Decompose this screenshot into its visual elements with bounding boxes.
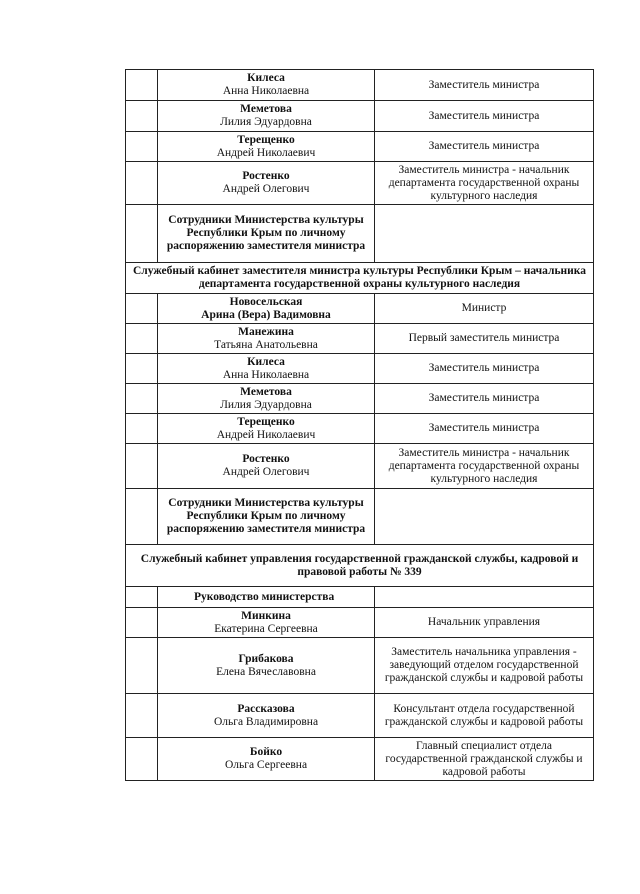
table-row bbox=[126, 384, 594, 414]
table-row bbox=[126, 608, 594, 638]
surname: Ростенко bbox=[242, 453, 290, 465]
surname: Килеса bbox=[247, 72, 285, 84]
surname: Грибакова bbox=[238, 652, 294, 665]
number-cell bbox=[126, 132, 158, 162]
table-row bbox=[126, 70, 594, 101]
position-cell: Первый заместитель министра bbox=[375, 324, 594, 354]
subsection-label: Руководство министерства bbox=[158, 587, 375, 608]
staff-table bbox=[125, 69, 594, 781]
number-cell bbox=[126, 694, 158, 738]
surname: Меметова bbox=[240, 103, 292, 115]
number-cell bbox=[126, 294, 158, 324]
given-name: Екатерина Сергеевна bbox=[214, 622, 318, 635]
table-row bbox=[126, 694, 594, 738]
number-cell bbox=[126, 162, 158, 205]
given-name: Ольга Сергеевна bbox=[224, 759, 308, 771]
number-cell bbox=[126, 205, 158, 263]
position-cell: Заместитель министра bbox=[375, 101, 594, 132]
surname: Терещенко bbox=[237, 133, 295, 146]
name-cell bbox=[158, 694, 375, 738]
given-name: Анна Николаевна bbox=[222, 368, 310, 381]
surname: Минкина bbox=[241, 609, 291, 622]
table-row bbox=[126, 489, 594, 545]
staff-table-body bbox=[126, 70, 594, 781]
position-cell bbox=[375, 587, 594, 608]
table-row bbox=[126, 638, 594, 694]
number-cell bbox=[126, 587, 158, 608]
given-name: Анна Николаевна bbox=[222, 85, 310, 97]
surname: Меметова bbox=[240, 385, 292, 398]
table-row bbox=[126, 354, 594, 384]
number-cell bbox=[126, 608, 158, 638]
table-row bbox=[126, 205, 594, 263]
given-name: Лилия Эдуардовна bbox=[220, 398, 312, 411]
position-cell: Главный специалист отдела государственной гражданской службы и кадровой работы bbox=[375, 738, 594, 781]
number-cell bbox=[126, 444, 158, 489]
number-cell bbox=[126, 354, 158, 384]
table-row bbox=[126, 738, 594, 781]
name-cell bbox=[158, 608, 375, 638]
position-cell bbox=[375, 205, 594, 263]
surname: Терещенко bbox=[237, 415, 295, 428]
surname: Ростенко bbox=[242, 170, 290, 182]
name-cell bbox=[158, 384, 375, 414]
table-row bbox=[126, 162, 594, 205]
section-header-row bbox=[126, 545, 594, 587]
number-cell bbox=[126, 489, 158, 545]
number-cell bbox=[126, 738, 158, 781]
name-cell bbox=[158, 354, 375, 384]
number-cell bbox=[126, 324, 158, 354]
position-cell: Заместитель министра - начальник департамента государственной охраны культурного наследия bbox=[375, 162, 594, 205]
section-title: Служебный кабинет управления государственной гражданской службы, кадровой и правовой работы № 339 bbox=[126, 545, 594, 587]
position-cell: Начальник управления bbox=[375, 608, 594, 638]
name-cell bbox=[158, 324, 375, 354]
position-cell: Заместитель министра bbox=[375, 132, 594, 162]
position-cell: Заместитель министра - начальник департамента государственной охраны культурного наследия bbox=[375, 444, 594, 489]
position-cell: Министр bbox=[375, 294, 594, 324]
group-label: Сотрудники Министерства культуры Республики Крым по личному распоряжению заместителя министра bbox=[158, 205, 375, 263]
position-cell: Заместитель министра bbox=[375, 70, 594, 101]
surname: Новосельская bbox=[229, 295, 303, 308]
name-cell bbox=[158, 132, 375, 162]
name-cell bbox=[158, 294, 375, 324]
section-header-row bbox=[126, 263, 594, 294]
name-cell bbox=[158, 638, 375, 694]
given-name: Лилия Эдуардовна bbox=[220, 116, 312, 128]
table-row bbox=[126, 414, 594, 444]
table-row bbox=[126, 444, 594, 489]
surname: Бойко bbox=[249, 746, 283, 758]
number-cell bbox=[126, 414, 158, 444]
name-cell bbox=[158, 101, 375, 132]
surname: Килеса bbox=[247, 355, 285, 368]
name-cell bbox=[158, 162, 375, 205]
given-name: Андрей Олегович bbox=[222, 466, 310, 478]
given-name: Андрей Олегович bbox=[222, 183, 310, 195]
name-cell bbox=[158, 738, 375, 781]
table-row bbox=[126, 101, 594, 132]
name-cell bbox=[158, 444, 375, 489]
group-label: Сотрудники Министерства культуры Республики Крым по личному распоряжению заместителя министра bbox=[158, 489, 375, 545]
surname: Манежина bbox=[238, 325, 294, 338]
given-name: Андрей Николаевич bbox=[216, 146, 316, 159]
table-row bbox=[126, 294, 594, 324]
table-row bbox=[126, 587, 594, 608]
number-cell bbox=[126, 101, 158, 132]
given-name: Арина (Вера) Вадимовна bbox=[201, 308, 331, 321]
position-cell bbox=[375, 489, 594, 545]
number-cell bbox=[126, 638, 158, 694]
given-name: Андрей Николаевич bbox=[216, 428, 316, 441]
position-cell: Заместитель министра bbox=[375, 384, 594, 414]
position-cell: Заместитель министра bbox=[375, 414, 594, 444]
position-cell: Заместитель министра bbox=[375, 354, 594, 384]
number-cell bbox=[126, 384, 158, 414]
section-title: Служебный кабинет заместителя министра культуры Республики Крым – начальника департамента государственной охраны культурного наследия bbox=[126, 263, 594, 294]
given-name: Ольга Владимировна bbox=[213, 715, 319, 728]
given-name: Татьяна Анатольевна bbox=[214, 338, 318, 351]
table-row bbox=[126, 324, 594, 354]
name-cell bbox=[158, 70, 375, 101]
position-cell: Консультант отдела государственной гражданской службы и кадровой работы bbox=[375, 694, 594, 738]
table-row bbox=[126, 132, 594, 162]
number-cell bbox=[126, 70, 158, 101]
name-cell bbox=[158, 414, 375, 444]
given-name: Елена Вячеславовна bbox=[216, 665, 316, 678]
surname: Рассказова bbox=[237, 702, 295, 715]
position-cell: Заместитель начальника управления - заведующий отделом государственной гражданской службы и кадровой работы bbox=[375, 638, 594, 694]
